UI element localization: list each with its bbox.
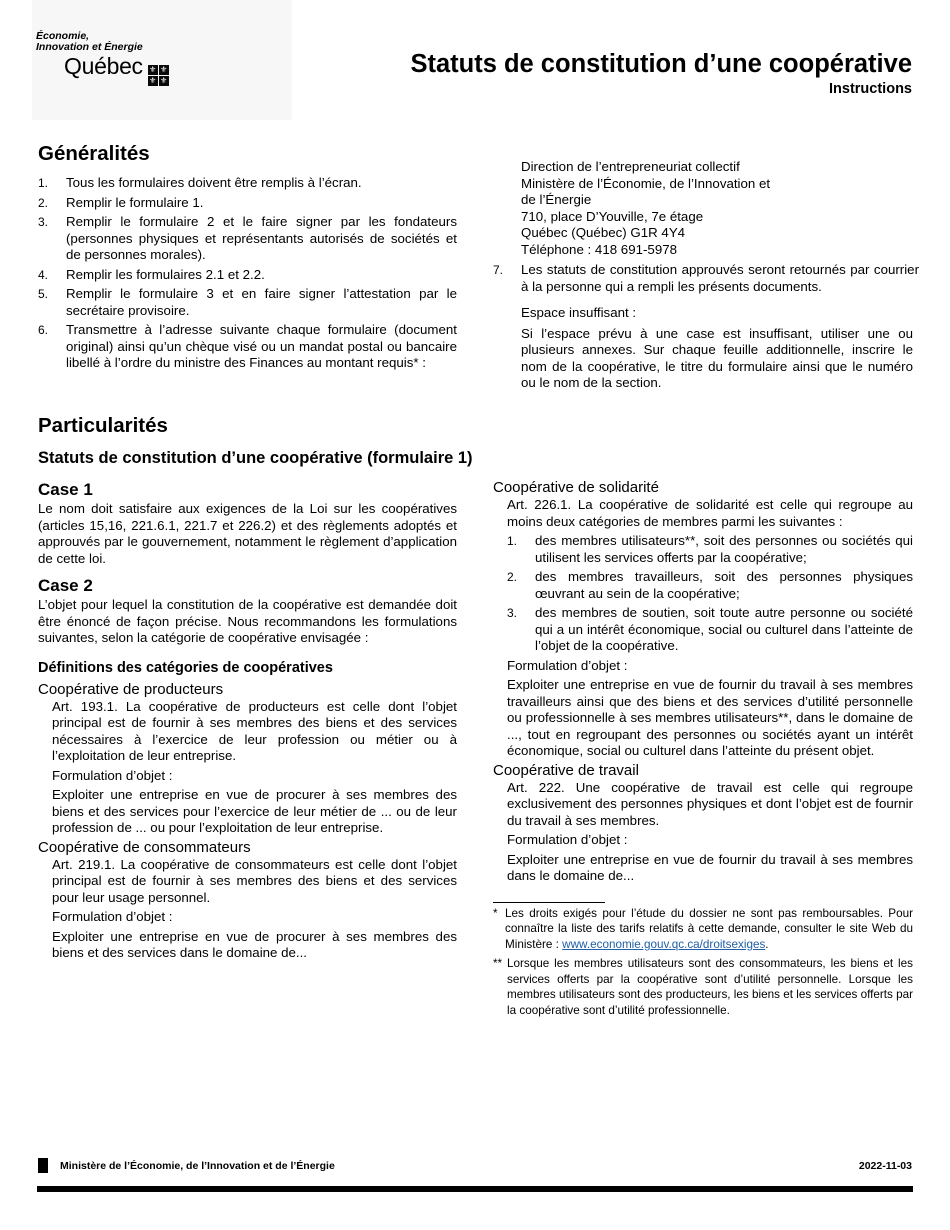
logo-line-2: Innovation et Énergie (36, 41, 143, 53)
left-column (38, 480, 457, 962)
consommateurs-heading: Coopérative de consommateurs (38, 838, 251, 856)
generalites-list (38, 175, 457, 375)
footer-mark (38, 1158, 48, 1173)
producteurs-heading: Coopérative de producteurs (38, 680, 224, 698)
droits-exiges-link[interactable]: www.economie.gouv.qc.ca/droitsexiges (562, 937, 766, 951)
formulation-label: Formulation d’objet : (507, 832, 628, 847)
form1-heading: Statuts de constitution d’une coopérative (formulaire 1) (38, 449, 473, 467)
formulation-label: Formulation d’objet : (52, 767, 173, 783)
espace-insuffisant-block (521, 305, 913, 392)
list-item: 2. des membres travailleurs, soit des personnes physiques œuvrant au sein de la coopérative; (507, 569, 913, 601)
footnote-2: ** Lorsque les membres utilisateurs sont des consommateurs, les biens et les services offerts par la coopérative sont d’utilité personnelle. Lorsque les membres utilisateurs sont des producteurs, les biens et les services offerts par la coopérative sont d’utilité professionnelle. (493, 957, 913, 1017)
solidarite-member-list (507, 533, 913, 655)
footer-date: 2022-11-03 (858, 1160, 912, 1172)
particularites-heading: Particularités (38, 414, 168, 437)
list-item: 1. des membres utilisateurs**, soit des personnes ou sociétés qui utilisent les services offerts par la coopérative; (507, 533, 913, 565)
definitions-heading: Définitions des catégories de coopératives (38, 659, 333, 676)
footnote-divider (493, 902, 605, 903)
address-line: Québec (Québec) G1R 4Y4 (521, 225, 686, 240)
formulation-label: Formulation d’objet : (507, 657, 628, 673)
solidarite-heading: Coopérative de solidarité (493, 479, 659, 496)
generalites-list-continued (493, 262, 919, 298)
consommateurs-formulation: Exploiter une entreprise en vue de procurer à ses membres des biens et des services dans le domaine de... (52, 928, 457, 960)
list-item: 3. des membres de soutien, soit toute autre personne ou société qui a un intérêt économique, social ou culturel dans l’atteinte de l’objet de la coopérative. (507, 605, 913, 653)
espace-heading: Espace insuffisant : (521, 305, 637, 320)
address-line: Ministère de l’Économie, de l’Innovation et (521, 175, 771, 191)
producteurs-article: Art. 193.1. La coopérative de producteurs est celle dont l’objet principal est de fournir à ses membres des biens et des services nécessaires à l’exercice de leur profession ou métier ou à l’exploitation de leur entreprise. (52, 698, 457, 763)
address-line: Direction de l’entrepreneuriat collectif (521, 159, 740, 174)
logo-line-1: Économie, (36, 30, 90, 42)
case2-heading: Case 2 (38, 576, 93, 595)
footnote-1: * Les droits exigés pour l’étude du dossier ne sont pas remboursables. Pour connaître la liste des tarifs relatifs à cette demande, consulter le site Web du Ministère : www.economie.gouv.qc.ca/droitsexiges. (493, 906, 913, 951)
list-item: 2. Remplir le formulaire 1. (38, 194, 204, 210)
page-title: Statuts de constitution d’une coopérative (410, 50, 912, 78)
travail-heading: Coopérative de travail (493, 761, 639, 779)
list-item: 5. Remplir le formulaire 3 et en faire signer l’attestation par le secrétaire provisoire. (38, 286, 457, 318)
address-line: de l’Énergie (521, 192, 592, 207)
list-item: 4. Remplir les formulaires 2.1 et 2.2. (38, 266, 265, 282)
list-item: 3. Remplir le formulaire 2 et le faire signer par les fondateurs (personnes physiques et représentants autorisés de sociétés et de personnes morales). (38, 214, 457, 262)
quebec-logo (36, 31, 169, 86)
address-line: Téléphone : 418 691-5978 (521, 241, 677, 257)
solidarite-formulation: Exploiter une entreprise en vue de fournir du travail à ses membres travailleurs ainsi que des biens et des services d’utilité personnelle ou professionnelle à ses membres utilisateurs**, dans le domaine de ..., tout en regroupant des personnes ou sociétés ayant un intérêt économique, social ou culturel dans l’atteinte du présent objet. (507, 677, 913, 758)
travail-formulation: Exploiter une entreprise en vue de fournir du travail à ses membres dans le domaine de... (507, 851, 913, 883)
case1-text: Le nom doit satisfaire aux exigences de la Loi sur les coopératives (articles 15,16, 221.6.1, 221.7 et 226.2) et des règlements adoptés et approuvés par le gouvernement, notamment le règlement d’application de cette loi. (38, 501, 457, 566)
address-line: 710, place D’Youville, 7e étage (521, 208, 704, 224)
footer-bar (37, 1186, 913, 1192)
list-item: 1. Tous les formulaires doivent être remplis à l’écran. (38, 175, 362, 190)
page-subtitle: Instructions (829, 81, 912, 97)
footer-ministry: Ministère de l’Économie, de l’Innovation et de l’Énergie (60, 1160, 335, 1172)
fleur-de-lys-icon: ⚜ ⚜ ⚜ ⚜ (149, 65, 168, 85)
list-item: 6. Transmettre à l’adresse suivante chaque formulaire (document original) ainsi qu’un chèque visé ou un mandat postal ou bancaire libellé à l’ordre du ministre des Finances au montant requis* : (38, 322, 457, 370)
case1-heading: Case 1 (38, 480, 93, 499)
consommateurs-article: Art. 219.1. La coopérative de consommateurs est celle dont l’objet principal est de fournir à ses membres des biens et des services pour leur usage personnel. (52, 856, 457, 905)
generalites-heading: Généralités (38, 142, 150, 165)
producteurs-formulation: Exploiter une entreprise en vue de procurer à ses membres des biens et des services pour l’exercice de leur métier de ... ou de leur profession de ... ou pour l’exploitation de leur entreprise. (52, 787, 457, 835)
mailing-address (521, 159, 901, 258)
right-column (493, 479, 913, 1018)
espace-text: Si l’espace prévu à une case est insuffisant, utiliser une ou plusieurs annexes. Sur chaque feuille additionnelle, inscrire le nom de la coopérative, le titre du formulaire ainsi que le numéro ou le nom de la section. (521, 325, 913, 390)
travail-article: Art. 222. Une coopérative de travail est celle qui regroupe exclusivement des personnes physiques et dont l’objet est de fournir du travail à ses membres. (507, 779, 913, 828)
logo-name: Québec (64, 53, 143, 79)
case2-text: L’objet pour lequel la constitution de la coopérative est demandée doit être énoncé de façon précise. Nous recommandons les formulations suivantes, selon la catégorie de coopérative envisagée : (38, 597, 457, 645)
list-item: 7. Les statuts de constitution approuvés seront retournés par courrier à la personne qui a rempli les présents documents. (493, 262, 919, 294)
formulation-label: Formulation d’objet : (52, 909, 173, 924)
solidarite-article: Art. 226.1. La coopérative de solidarité est celle qui regroupe au moins deux catégories de membres parmi les suivantes : (507, 497, 913, 529)
